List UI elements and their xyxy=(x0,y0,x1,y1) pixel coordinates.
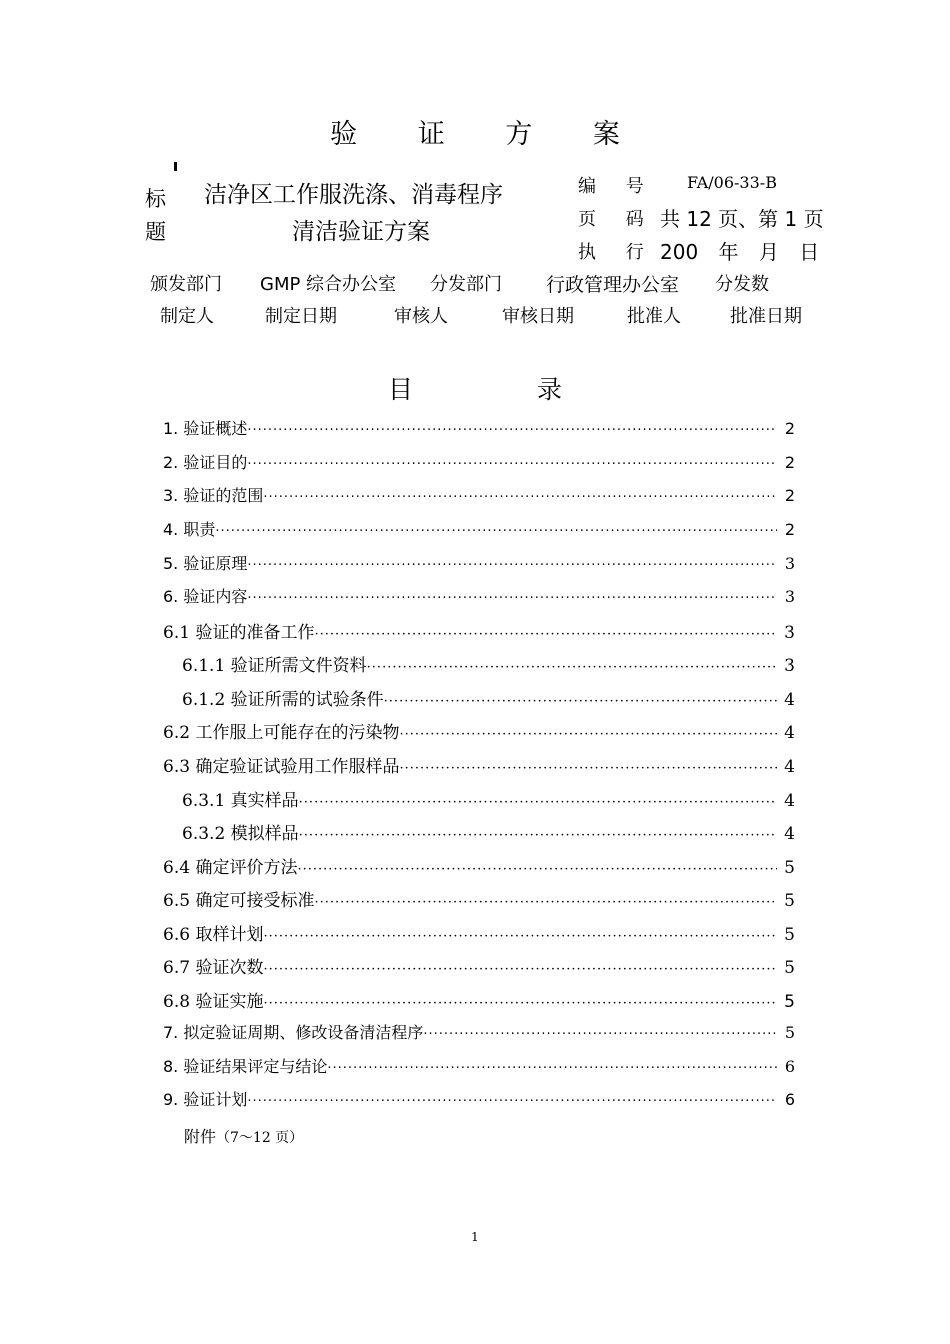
toc-entry-label: 7. 拟定验证周期、修改设备清洁程序 xyxy=(163,1023,424,1042)
toc-leader-dots xyxy=(423,1027,777,1042)
toc-leader-dots xyxy=(399,761,777,776)
issue-department-value: GMP 综合办公室 xyxy=(260,274,397,295)
toc-leader-dots xyxy=(263,929,777,944)
toc-leader-dots xyxy=(314,895,777,910)
toc-entry[interactable] xyxy=(163,483,795,513)
toc-leader-dots xyxy=(247,591,777,606)
toc-appendix[interactable] xyxy=(184,1124,303,1147)
issue-department-label: 颁发部门 xyxy=(150,274,222,295)
toc-entry[interactable] xyxy=(163,450,795,480)
toc-entry-page: 5 xyxy=(784,891,795,911)
document-subject-line-1: 洁净区工作服洗涤、消毒程序 xyxy=(204,182,503,208)
toc-entry-label: 8. 验证结果评定与结论 xyxy=(163,1057,328,1076)
toc-entry[interactable] xyxy=(163,953,795,983)
toc-entry[interactable] xyxy=(182,651,795,681)
toc-entry[interactable] xyxy=(163,886,795,916)
toc-entry-label: 1. 验证概述 xyxy=(163,419,248,438)
page-count-value: 共 12 页、第 1 页 xyxy=(660,207,824,231)
toc-entry[interactable] xyxy=(163,551,795,581)
toc-entry-page: 3 xyxy=(784,554,795,573)
toc-leader-dots xyxy=(247,423,777,438)
toc-entry-label: 6.3.1 真实样品 xyxy=(182,791,299,811)
toc-entry-label: 6.3.2 模拟样品 xyxy=(182,824,299,844)
toc-entry[interactable] xyxy=(163,920,795,950)
signature-label: 制定人 xyxy=(160,306,214,327)
toc-leader-dots xyxy=(247,558,777,573)
toc-entry-page: 3 xyxy=(784,656,795,676)
toc-entry-label: 6.1.2 验证所需的试验条件 xyxy=(182,690,384,710)
toc-entry-page: 4 xyxy=(784,791,795,811)
toc-leader-dots xyxy=(215,524,777,539)
toc-entry-page: 2 xyxy=(784,419,795,438)
toc-entry-page: 4 xyxy=(784,723,795,743)
toc-entry[interactable] xyxy=(163,718,795,748)
toc-leader-dots xyxy=(367,660,777,675)
signature-label: 审核日期 xyxy=(502,306,574,327)
toc-entry[interactable] xyxy=(182,819,795,849)
document-subject-line-2: 清洁验证方案 xyxy=(292,219,430,245)
toc-entry-label: 6.8 验证实施 xyxy=(163,992,264,1012)
execution-date-label: 执 行 xyxy=(578,242,656,263)
title-label: 标 xyxy=(145,187,166,211)
toc-leader-dots xyxy=(299,795,777,810)
toc-entry-page: 4 xyxy=(784,757,795,777)
toc-leader-dots xyxy=(263,962,777,977)
toc-entry-page: 3 xyxy=(784,587,795,606)
doc-number-value: FA/06-33-B xyxy=(687,173,777,192)
toc-entry-label: 6.1 验证的准备工作 xyxy=(163,623,315,643)
toc-entry-page: 2 xyxy=(784,486,795,505)
toc-entry-page: 2 xyxy=(784,520,795,539)
toc-entry-label: 6.2 工作服上可能存在的污染物 xyxy=(163,723,400,743)
toc-entry-page: 5 xyxy=(784,1023,795,1042)
signature-label: 批准日期 xyxy=(730,306,802,327)
toc-entry-label: 6. 验证内容 xyxy=(163,587,248,606)
appendix-pages: （7～12 页） xyxy=(216,1130,304,1146)
toc-entry-label: 6.1.1 验证所需文件资料 xyxy=(182,656,367,676)
toc-entry[interactable] xyxy=(163,1087,795,1117)
toc-entry[interactable] xyxy=(163,584,795,614)
toc-entry[interactable] xyxy=(163,517,795,547)
toc-entry[interactable] xyxy=(182,786,795,816)
toc-entry[interactable] xyxy=(163,618,795,648)
toc-entry[interactable] xyxy=(163,1020,795,1050)
toc-entry[interactable] xyxy=(163,1054,795,1084)
toc-entry-page: 5 xyxy=(784,992,795,1012)
toc-entry-page: 5 xyxy=(784,958,795,978)
doc-number-label: 编 号 xyxy=(578,176,656,197)
toc-entry[interactable] xyxy=(163,416,795,446)
toc-entry-label: 6.7 验证次数 xyxy=(163,958,264,978)
toc-leader-dots xyxy=(297,862,777,877)
appendix-label: 附件 xyxy=(184,1127,217,1146)
execution-date-value: 200 年 月 日 xyxy=(660,240,820,264)
toc-entry-label: 5. 验证原理 xyxy=(163,554,248,573)
toc-leader-dots xyxy=(399,727,777,742)
title-label: 题 xyxy=(145,220,166,244)
toc-entry-page: 3 xyxy=(784,623,795,643)
toc-leader-dots xyxy=(384,694,777,709)
toc-leader-dots xyxy=(263,490,777,505)
signature-label: 批准人 xyxy=(627,306,681,327)
signature-label: 审核人 xyxy=(394,306,448,327)
toc-entry-page: 6 xyxy=(784,1057,795,1076)
toc-leader-dots xyxy=(247,1094,777,1109)
toc-leader-dots xyxy=(327,1061,777,1076)
toc-entry-label: 6.3 确定验证试验用工作服样品 xyxy=(163,757,400,777)
toc-entry-label: 4. 职责 xyxy=(163,520,216,539)
tick-mark xyxy=(174,162,177,171)
toc-leader-dots xyxy=(299,828,777,843)
toc-entry-label: 9. 验证计划 xyxy=(163,1090,248,1109)
distribution-department-label: 分发部门 xyxy=(430,274,502,295)
toc-leader-dots xyxy=(263,996,777,1011)
toc-entry-label: 3. 验证的范围 xyxy=(163,486,264,505)
toc-entry-label: 6.5 确定可接受标准 xyxy=(163,891,315,911)
distribution-count-label: 分发数 xyxy=(715,274,769,295)
toc-entry-page: 4 xyxy=(784,824,795,844)
toc-entry-page: 5 xyxy=(784,925,795,945)
toc-entry[interactable] xyxy=(163,752,795,782)
toc-entry-page: 2 xyxy=(784,453,795,472)
toc-leader-dots xyxy=(314,627,777,642)
toc-heading: 目 录 xyxy=(388,375,620,404)
page-count-label: 页 码 xyxy=(578,209,656,230)
toc-entry-page: 6 xyxy=(784,1090,795,1109)
toc-leader-dots xyxy=(247,457,777,472)
signature-label: 制定日期 xyxy=(265,306,337,327)
toc-entry[interactable] xyxy=(182,685,795,715)
distribution-department-value: 行政管理办公室 xyxy=(546,274,680,296)
page-number: 1 xyxy=(471,1230,479,1244)
toc-entry[interactable] xyxy=(163,853,795,883)
toc-entry-page: 5 xyxy=(784,858,795,878)
toc-entry-page: 4 xyxy=(784,690,795,710)
toc-entry-label: 6.6 取样计划 xyxy=(163,925,264,945)
toc-entry-label: 6.4 确定评价方法 xyxy=(163,858,298,878)
toc-entry[interactable] xyxy=(163,987,795,1017)
toc-entry-label: 2. 验证目的 xyxy=(163,453,248,472)
document-title: 验 证 方 案 xyxy=(330,119,646,150)
